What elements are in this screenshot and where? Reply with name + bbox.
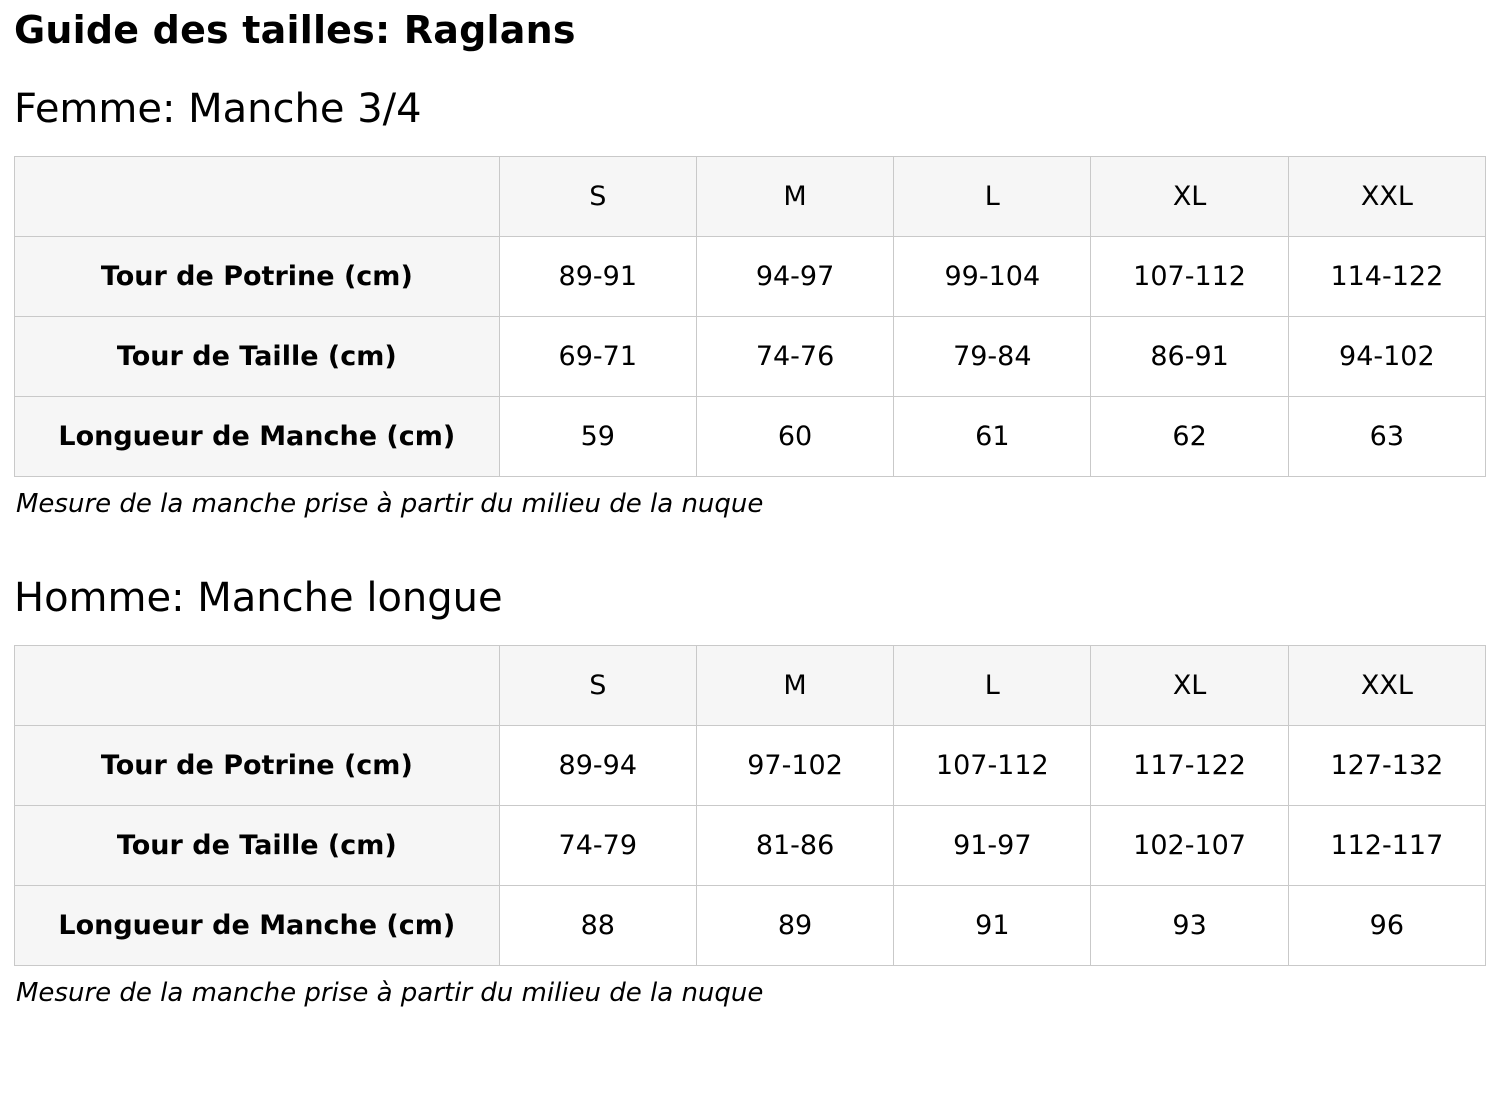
cell-waist-xxl: 112-117 (1288, 806, 1485, 886)
cell-sleeve-s: 88 (499, 886, 696, 966)
section-heading: Femme: Manche 3/4 (14, 86, 422, 132)
cell-chest-l: 99-104 (894, 237, 1091, 317)
row-label-chest: Tour de Potrine (cm) (15, 726, 500, 806)
column-header-l: L (894, 646, 1091, 726)
size-table-men (14, 645, 1486, 966)
table-corner-cell (15, 157, 500, 237)
cell-waist-xl: 102-107 (1091, 806, 1288, 886)
row-label-sleeve: Longueur de Manche (cm) (15, 397, 500, 477)
row-label-waist: Tour de Taille (cm) (15, 806, 500, 886)
column-header-m: M (696, 646, 893, 726)
column-header-m: M (696, 157, 893, 237)
cell-sleeve-l: 61 (894, 397, 1091, 477)
cell-chest-s: 89-94 (499, 726, 696, 806)
cell-chest-xxl: 114-122 (1288, 237, 1485, 317)
row-label-waist: Tour de Taille (cm) (15, 317, 500, 397)
cell-waist-xl: 86-91 (1091, 317, 1288, 397)
cell-chest-l: 107-112 (894, 726, 1091, 806)
column-header-xl: XL (1091, 157, 1288, 237)
row-label-chest: Tour de Potrine (cm) (15, 237, 500, 317)
cell-sleeve-xxl: 63 (1288, 397, 1485, 477)
cell-chest-xxl: 127-132 (1288, 726, 1485, 806)
cell-waist-l: 91-97 (894, 806, 1091, 886)
measurement-note: Mesure de la manche prise à partir du milieu de la nuque (16, 489, 764, 519)
table-row (15, 397, 1486, 477)
column-header-s: S (499, 157, 696, 237)
table-corner-cell (15, 646, 500, 726)
cell-chest-xl: 117-122 (1091, 726, 1288, 806)
cell-sleeve-xxl: 96 (1288, 886, 1485, 966)
table-row (15, 317, 1486, 397)
column-header-xl: XL (1091, 646, 1288, 726)
page-title: Guide des tailles: Raglans (14, 8, 576, 52)
table-header-row (15, 646, 1486, 726)
row-label-sleeve: Longueur de Manche (cm) (15, 886, 500, 966)
cell-sleeve-xl: 93 (1091, 886, 1288, 966)
cell-sleeve-m: 89 (696, 886, 893, 966)
column-header-xxl: XXL (1288, 646, 1485, 726)
cell-chest-m: 97-102 (696, 726, 893, 806)
size-section-women (14, 86, 1486, 519)
cell-waist-s: 74-79 (499, 806, 696, 886)
cell-waist-s: 69-71 (499, 317, 696, 397)
column-header-xxl: XXL (1288, 157, 1485, 237)
cell-chest-xl: 107-112 (1091, 237, 1288, 317)
column-header-s: S (499, 646, 696, 726)
section-heading: Homme: Manche longue (14, 575, 503, 621)
table-row (15, 806, 1486, 886)
table-row (15, 237, 1486, 317)
column-header-l: L (894, 157, 1091, 237)
cell-waist-l: 79-84 (894, 317, 1091, 397)
size-guide-page (0, 8, 1500, 1008)
table-header-row (15, 157, 1486, 237)
measurement-note: Mesure de la manche prise à partir du milieu de la nuque (16, 978, 764, 1008)
cell-waist-xxl: 94-102 (1288, 317, 1485, 397)
cell-waist-m: 74-76 (696, 317, 893, 397)
cell-sleeve-l: 91 (894, 886, 1091, 966)
cell-sleeve-xl: 62 (1091, 397, 1288, 477)
size-section-men (14, 575, 1486, 1008)
cell-sleeve-s: 59 (499, 397, 696, 477)
table-row (15, 726, 1486, 806)
cell-waist-m: 81-86 (696, 806, 893, 886)
cell-chest-m: 94-97 (696, 237, 893, 317)
cell-sleeve-m: 60 (696, 397, 893, 477)
size-table-women (14, 156, 1486, 477)
cell-chest-s: 89-91 (499, 237, 696, 317)
table-row (15, 886, 1486, 966)
